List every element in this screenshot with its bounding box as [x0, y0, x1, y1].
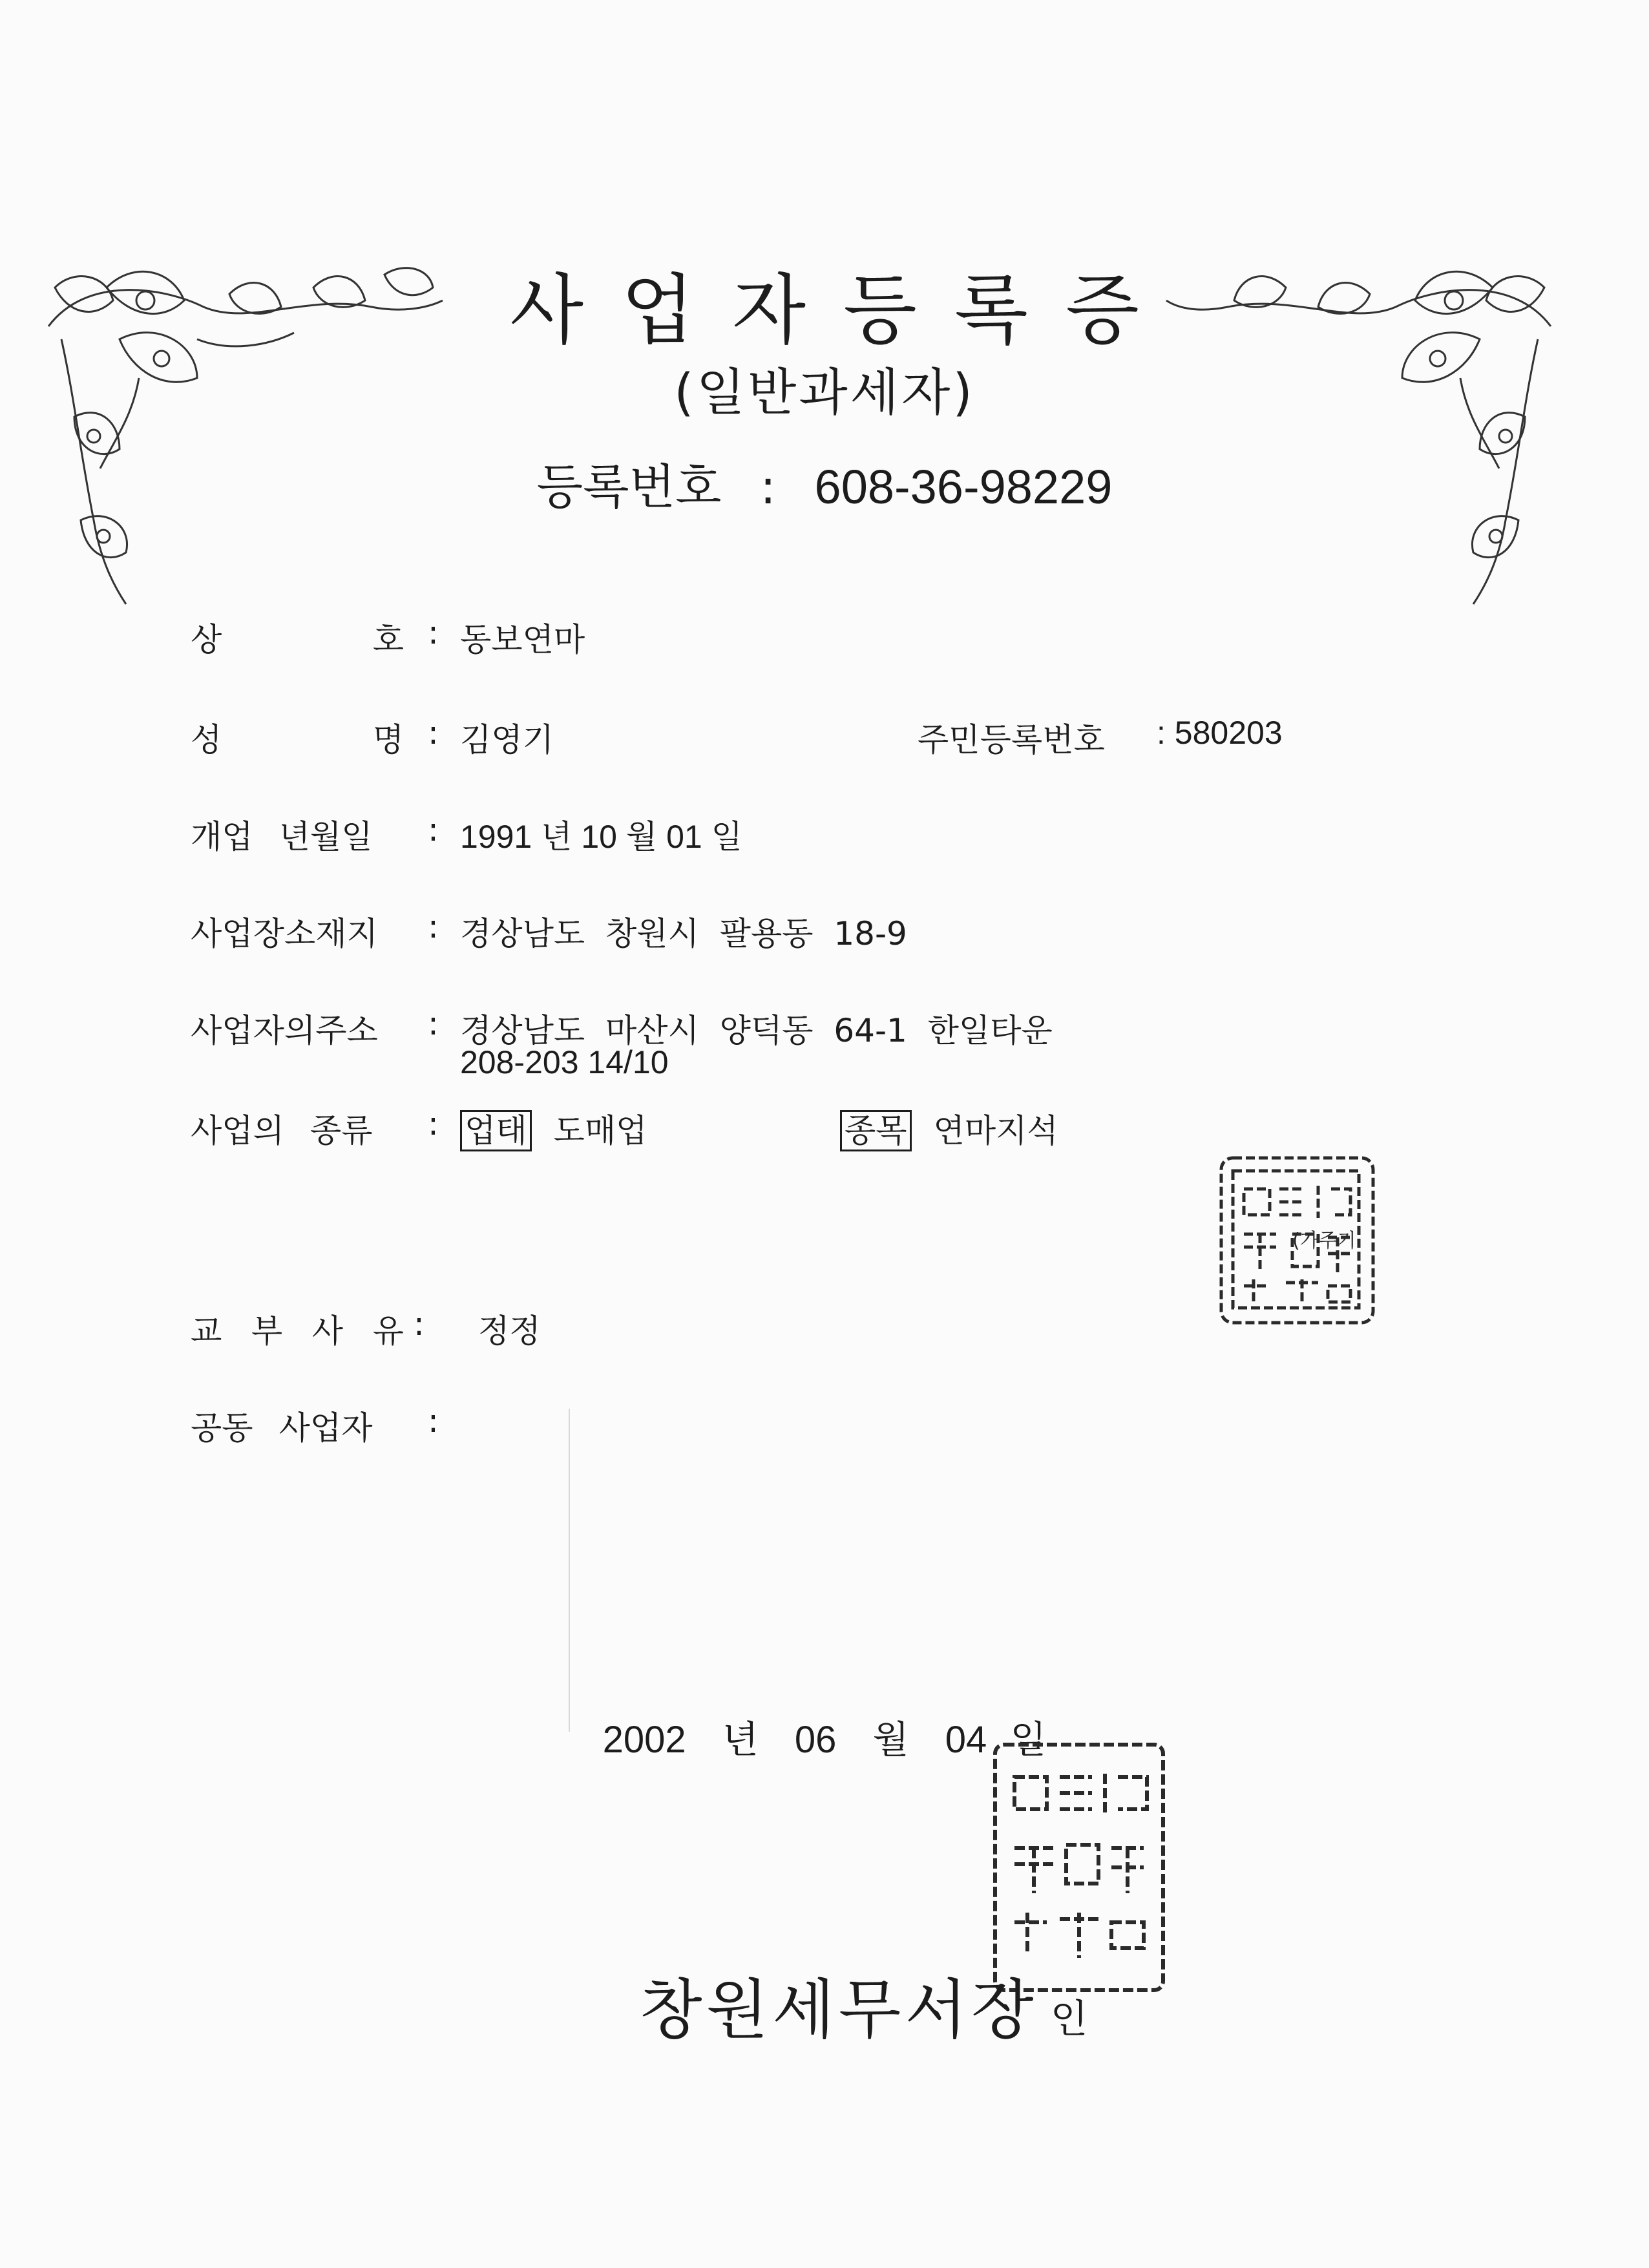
issue-date: 2002 년 06 월 04 일	[602, 1717, 1047, 1761]
owner-address-line2: 208-203 14/10	[460, 1044, 669, 1080]
tax-office-name: 창원세무서장 인	[640, 1972, 1092, 2048]
owner-name-value: 김영기	[460, 721, 554, 759]
document-title: 사업자등록증	[510, 266, 1177, 355]
resident-number-label: 주민등록번호	[918, 721, 1105, 759]
scan-line	[569, 1409, 570, 1732]
field-label: 교 부 사 유	[191, 1312, 404, 1350]
document-subtitle: (일반과세자)	[674, 364, 975, 422]
field-colon: :	[428, 811, 439, 848]
field-label: 사업장소재지	[191, 915, 378, 952]
field-label: 성 명	[191, 721, 404, 759]
field-trade-name	[0, 614, 1649, 659]
open-date-value: 1991 년 10 월 01 일	[460, 818, 742, 856]
category-value: 도매업	[553, 1112, 647, 1150]
field-label: 사업자의주소	[191, 1012, 378, 1049]
trade-name-value: 동보연마	[460, 621, 585, 658]
item-tag: 종목	[840, 1110, 912, 1151]
field-colon: :	[428, 908, 439, 945]
field-colon: :	[428, 1105, 439, 1142]
field-owner-address	[0, 1005, 1649, 1082]
seal-note: (가주기	[1292, 1230, 1356, 1252]
official-seal-icon	[1215, 1150, 1383, 1331]
owner-address-line1: 경상남도 마산시 양덕동 64-1 한일타운	[460, 1012, 1053, 1049]
field-issue-reason	[0, 1305, 1649, 1350]
field-open-date	[0, 811, 1649, 856]
field-label: 상 호	[191, 621, 404, 658]
field-co-owner	[0, 1402, 1649, 1447]
registration-number-value: 608-36-98229	[814, 460, 1113, 514]
field-label: 개업 년월일	[191, 818, 373, 856]
field-owner-name	[0, 714, 1649, 759]
field-colon: :	[428, 1402, 439, 1440]
business-item	[840, 1105, 1058, 1151]
field-business-address	[0, 908, 1649, 953]
resident-number-value: : 580203	[1157, 715, 1283, 751]
business-address-value: 경상남도 창원시 팔용동 18-9	[460, 915, 907, 952]
registration-number-line	[0, 449, 1649, 518]
registration-number-label: 등록번호	[536, 459, 722, 515]
field-colon: :	[414, 1305, 425, 1343]
field-business-type	[0, 1105, 1649, 1150]
item-value: 연마지석	[933, 1112, 1058, 1150]
seal-marker: 인	[1050, 1997, 1092, 2042]
field-label: 사업의 종류	[191, 1112, 373, 1150]
field-colon: :	[428, 614, 439, 651]
field-colon: :	[428, 714, 439, 751]
category-tag: 업태	[460, 1110, 532, 1151]
field-colon: :	[428, 1005, 439, 1042]
registration-number-colon: :	[760, 459, 777, 515]
field-label: 공동 사업자	[191, 1409, 373, 1447]
business-category	[460, 1105, 647, 1151]
issue-reason-value: 정정	[478, 1312, 541, 1350]
